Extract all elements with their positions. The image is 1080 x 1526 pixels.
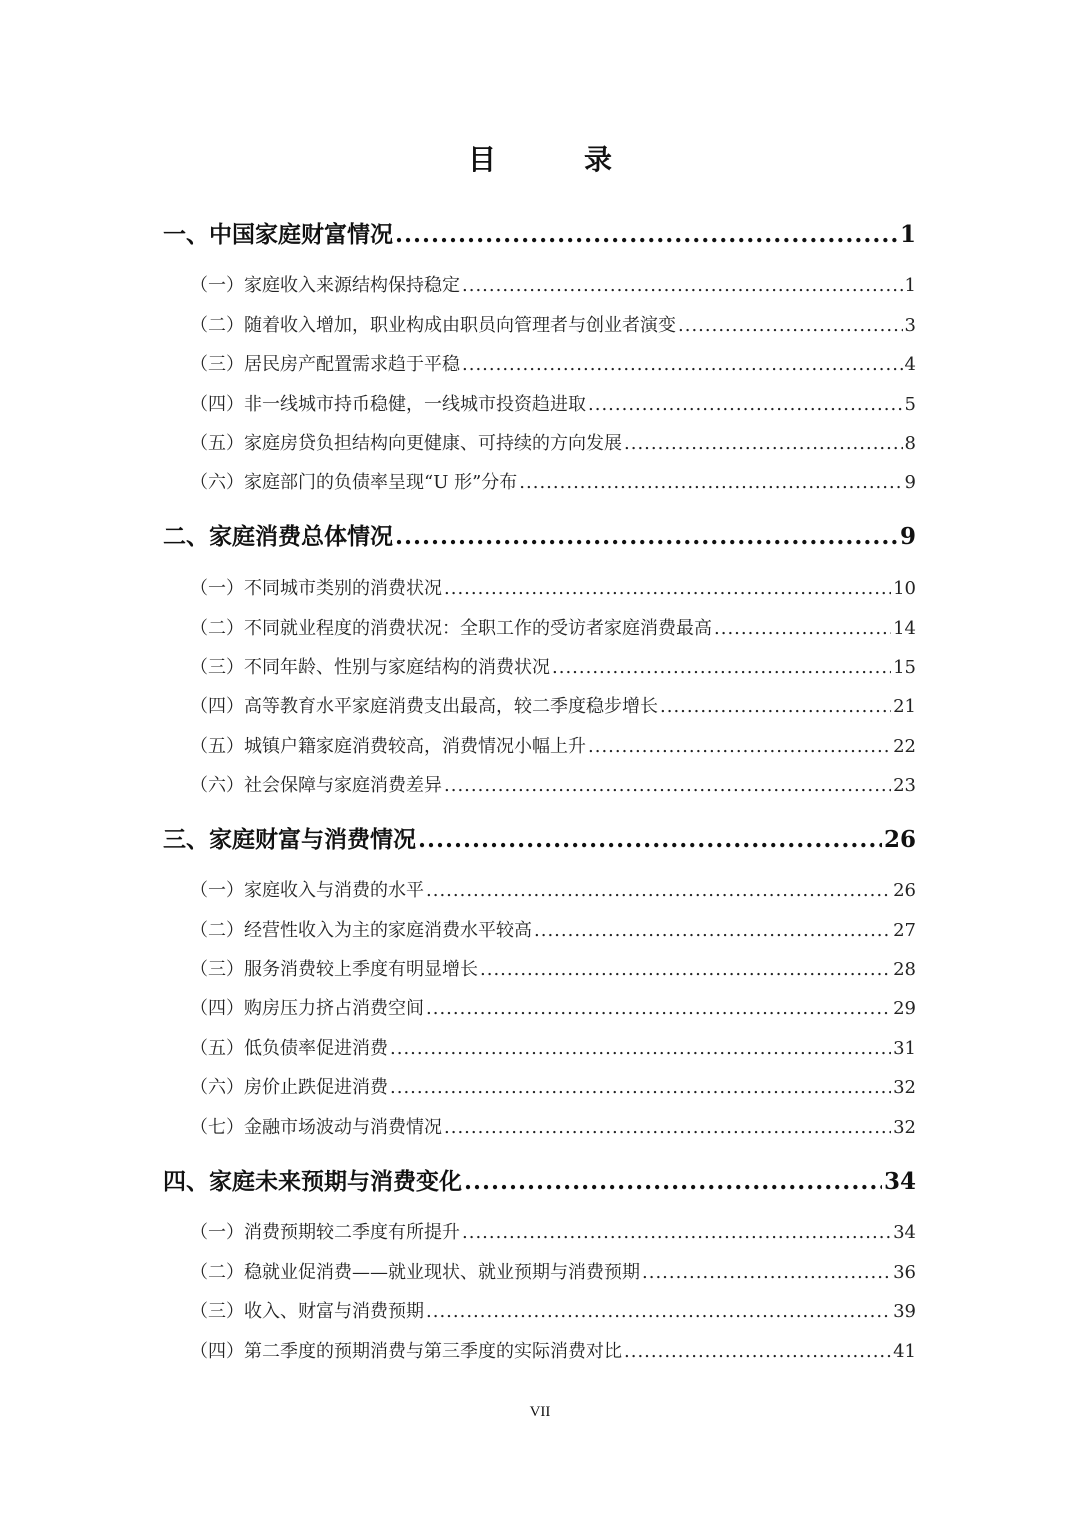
dot-leader: [395, 523, 898, 550]
subsection-number: （六）: [190, 1077, 244, 1098]
subsection-title: 购房压力挤占消费空间: [244, 998, 424, 1019]
subsection-page: 39: [893, 1301, 916, 1322]
subsection-page: 1: [904, 275, 916, 296]
dot-leader: [462, 1222, 891, 1243]
toc-subsection[interactable]: [190, 311, 916, 337]
subsection-number: （三）: [190, 354, 244, 375]
toc-section-2[interactable]: [163, 518, 916, 551]
subsection-title: 金融市场波动与消费情况: [244, 1117, 442, 1138]
toc-subsection[interactable]: [190, 1258, 916, 1284]
subsection-number: （五）: [190, 433, 244, 454]
subsection-number: （三）: [190, 959, 244, 980]
section-page: 9: [899, 523, 916, 550]
dot-leader: [444, 1117, 891, 1138]
subsection-title: 非一线城市持币稳健，一线城市投资趋进取: [244, 394, 586, 415]
toc-subsection[interactable]: [190, 429, 916, 455]
section-title: 中国家庭财富情况: [209, 221, 393, 248]
dot-leader: [642, 1262, 891, 1283]
dot-leader: [426, 880, 891, 901]
subsection-number: （一）: [190, 578, 244, 599]
subsection-page: 9: [904, 472, 916, 493]
toc-subsection[interactable]: [190, 1297, 916, 1323]
subsection-page: 5: [904, 394, 916, 415]
dot-leader: [418, 826, 882, 853]
subsection-page: 26: [893, 880, 916, 901]
dot-leader: [534, 920, 891, 941]
subsection-title: 经营性收入为主的家庭消费水平较高: [244, 920, 532, 941]
subsection-title: 随着收入增加，职业构成由职员向管理者与创业者演变: [244, 315, 676, 336]
toc-subsection[interactable]: [190, 994, 916, 1020]
toc-subsection[interactable]: [190, 468, 916, 494]
toc-subsection[interactable]: [190, 390, 916, 416]
section-page: 1: [899, 221, 916, 248]
subsection-title: 低负债率促进消费: [244, 1038, 388, 1059]
subsection-title: 家庭房贷负担结构向更健康、可持续的方向发展: [244, 433, 622, 454]
toc-subsection[interactable]: [190, 771, 916, 797]
section-number: 三、: [163, 826, 209, 853]
subsection-page: 29: [893, 998, 916, 1019]
section-page: 34: [883, 1168, 916, 1195]
dot-leader: [588, 736, 891, 757]
subsection-page: 22: [893, 736, 916, 757]
subsection-title: 消费预期较二季度有所提升: [244, 1222, 460, 1243]
dot-leader: [624, 1341, 891, 1362]
subsection-number: （五）: [190, 1038, 244, 1059]
subsection-title: 城镇户籍家庭消费较高，消费情况小幅上升: [244, 736, 586, 757]
dot-leader: [395, 221, 898, 248]
subsection-page: 14: [893, 618, 916, 639]
toc-subsection[interactable]: [190, 350, 916, 376]
toc-subsection[interactable]: [190, 574, 916, 600]
toc-subsection[interactable]: [190, 653, 916, 679]
page-title: 目 录: [467, 143, 642, 176]
section-number: 一、: [163, 221, 209, 248]
dot-leader: [462, 275, 903, 296]
subsection-page: 31: [893, 1038, 916, 1059]
subsection-number: （三）: [190, 657, 244, 678]
subsection-page: 4: [904, 354, 916, 375]
subsection-title: 居民房产配置需求趋于平稳: [244, 354, 460, 375]
dot-leader: [480, 959, 891, 980]
subsection-number: （二）: [190, 618, 244, 639]
toc-subsection[interactable]: [190, 955, 916, 981]
dot-leader: [390, 1038, 891, 1059]
subsection-number: （三）: [190, 1301, 244, 1322]
subsection-number: （五）: [190, 736, 244, 757]
subsection-number: （四）: [190, 394, 244, 415]
subsection-number: （二）: [190, 315, 244, 336]
toc-subsection[interactable]: [190, 271, 916, 297]
dot-leader: [519, 472, 902, 493]
subsection-page: 8: [904, 433, 916, 454]
toc-subsection[interactable]: [190, 732, 916, 758]
subsection-page: 32: [893, 1077, 916, 1098]
subsection-page: 34: [893, 1222, 916, 1243]
subsection-number: （一）: [190, 275, 244, 296]
dot-leader: [678, 315, 903, 336]
subsection-title: 家庭收入与消费的水平: [244, 880, 424, 901]
toc-section-1[interactable]: [163, 216, 916, 249]
toc-subsection[interactable]: [190, 692, 916, 718]
toc-subsection[interactable]: [190, 1113, 916, 1139]
toc-section-4[interactable]: [163, 1163, 916, 1196]
section-title: 家庭消费总体情况: [209, 523, 393, 550]
toc-subsection[interactable]: [190, 1073, 916, 1099]
toc-subsection[interactable]: [190, 614, 916, 640]
subsection-page: 15: [893, 657, 916, 678]
subsection-page: 32: [893, 1117, 916, 1138]
subsection-number: （四）: [190, 696, 244, 717]
dot-leader: [426, 1301, 891, 1322]
section-number: 四、: [163, 1168, 209, 1195]
dot-leader: [552, 657, 891, 678]
dot-leader: [588, 394, 903, 415]
subsection-number: （六）: [190, 472, 244, 493]
section-title: 家庭财富与消费情况: [209, 826, 416, 853]
subsection-title: 不同年龄、性别与家庭结构的消费状况: [244, 657, 550, 678]
dot-leader: [444, 775, 891, 796]
subsection-page: 36: [893, 1262, 916, 1283]
toc-subsection[interactable]: [190, 1337, 916, 1363]
section-number: 二、: [163, 523, 209, 550]
subsection-page: 41: [893, 1341, 916, 1362]
toc-subsection[interactable]: [190, 876, 916, 902]
subsection-number: （一）: [190, 880, 244, 901]
subsection-number: （六）: [190, 775, 244, 796]
toc-section-3[interactable]: [163, 821, 916, 854]
subsection-page: 21: [893, 696, 916, 717]
dot-leader: [444, 578, 891, 599]
subsection-number: （二）: [190, 920, 244, 941]
subsection-title: 不同就业程度的消费状况：全职工作的受访者家庭消费最高: [244, 618, 712, 639]
toc-subsection[interactable]: [190, 1218, 916, 1244]
page-number: VII: [529, 1404, 551, 1420]
subsection-number: （七）: [190, 1117, 244, 1138]
toc-subsection[interactable]: [190, 916, 916, 942]
dot-leader: [660, 696, 891, 717]
subsection-page: 27: [893, 920, 916, 941]
subsection-title: 家庭收入来源结构保持稳定: [244, 275, 460, 296]
toc-subsection[interactable]: [190, 1034, 916, 1060]
dot-leader: [390, 1077, 891, 1098]
section-page: 26: [883, 826, 916, 853]
subsection-title: 高等教育水平家庭消费支出最高，较二季度稳步增长: [244, 696, 658, 717]
subsection-page: 3: [904, 315, 916, 336]
subsection-page: 28: [893, 959, 916, 980]
subsection-title: 房价止跌促进消费: [244, 1077, 388, 1098]
subsection-title: 社会保障与家庭消费差异: [244, 775, 442, 796]
subsection-title: 稳就业促消费——就业现状、就业预期与消费预期: [244, 1262, 640, 1283]
section-title: 家庭未来预期与消费变化: [209, 1168, 462, 1195]
subsection-number: （四）: [190, 998, 244, 1019]
subsection-title: 收入、财富与消费预期: [244, 1301, 424, 1322]
subsection-title: 家庭部门的负债率呈现“U 形”分布: [244, 472, 518, 493]
subsection-number: （四）: [190, 1341, 244, 1362]
dot-leader: [624, 433, 903, 454]
subsection-title: 不同城市类别的消费状况: [244, 578, 442, 599]
subsection-title: 服务消费较上季度有明显增长: [244, 959, 478, 980]
dot-leader: [426, 998, 891, 1019]
subsection-number: （二）: [190, 1262, 244, 1283]
dot-leader: [464, 1168, 882, 1195]
dot-leader: [462, 354, 903, 375]
subsection-number: （一）: [190, 1222, 244, 1243]
subsection-title: 第二季度的预期消费与第三季度的实际消费对比: [244, 1341, 622, 1362]
subsection-page: 23: [893, 775, 916, 796]
subsection-page: 10: [893, 578, 916, 599]
dot-leader: [714, 618, 891, 639]
